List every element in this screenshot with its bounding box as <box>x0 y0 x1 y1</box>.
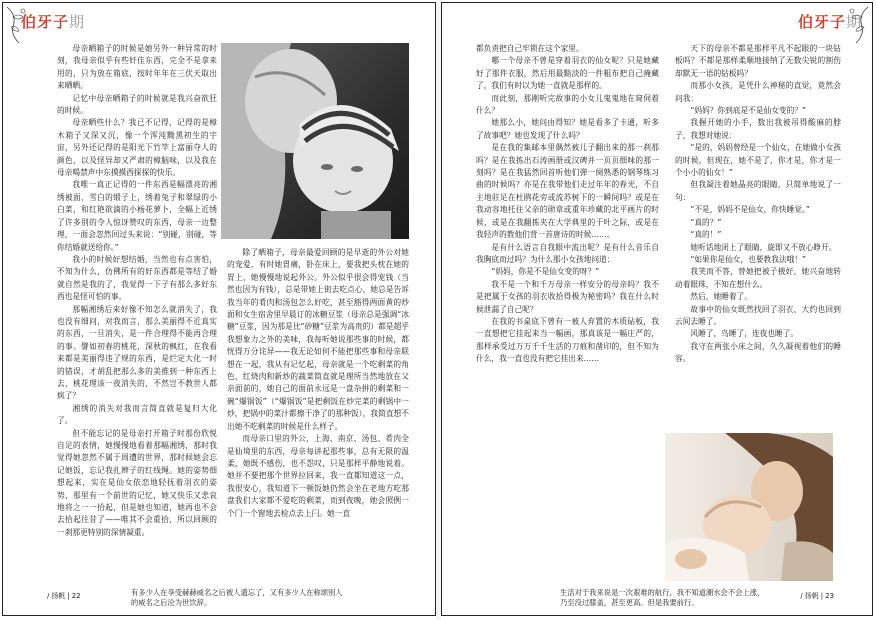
paragraph: 是在我的集邮本里偶然被儿子翻出来的那一刹那吗？是在我拣出石涛画册或汉碑并一页页细味的那一刻吗？是在我猛然回首听他们弹一阕熟悉的钢琴练习曲的时候吗？亦是在我带他们走过年年的春光，不自主地驻足在杜鹃花旁或流苏树下的一瞬间吗？或是在我动容地托住父亲的勋章或重年珍藏的北平画片的时候，或是在我翻拣夹在大学典里的干叶之际，或是在我轻声的教他们背一首唐诗的时候……。 <box>476 143 659 240</box>
brand-period: 期 <box>845 13 862 31</box>
paragraph: 记忆中母亲晒箱子的时候就是我兴奋欲狂的时候。 <box>57 93 217 116</box>
paragraph: 我守在两张小床之间，久久凝视着他们的睡容。 <box>675 341 841 364</box>
paragraph: 我笑而不答，替她把被子掖好，她兴奋地转动着眼珠，不知在想什么。 <box>675 267 841 289</box>
paragraph: 而母亲口里的外公，上海、南京、汤包、肴肉全是仙境里的东西，母亲每讲起那些事，总有无限的温柔，她既不感伤，也不怨叹，只是那样平静地说着。她并不要把那个世界拉回来，我一直都知道这一点，我很安心，我知道下一顿饭她仍然会坐在老地方吃那盘我们大家都不爱吃的剩菜，而到夜晚，她会照例一个门一个窗地去检点去上闩。她一直 <box>227 434 409 518</box>
paragraph: “真的？” <box>690 217 722 227</box>
page-footer: / 扬帆 | 22 <box>47 592 81 600</box>
photo-mother-kissing-baby <box>665 433 833 581</box>
brand-period: 期 <box>69 13 86 31</box>
paragraph: 她听话地闭上了眼睛，旋即又不放心睁开。 <box>690 242 837 252</box>
article-column-3 <box>476 43 659 455</box>
paragraph: 然后，她睡着了。 <box>690 292 752 302</box>
paragraph: “如果你是仙女，也要教我法哦！” <box>690 254 806 264</box>
paragraph: 故事中的仙女既然找回了羽衣，大约也回到云间去睡了。 <box>675 304 841 326</box>
page-footer: / 扬帆 | 23 <box>800 592 834 600</box>
left-page <box>2 2 436 616</box>
paragraph: 风睡了，鸟睡了，连夜也睡了。 <box>690 329 799 339</box>
paragraph: 但不能忘记的是母亲打开箱子时那份欣悦自足的表情，她慢慢地看着那幅湘绣，那时我觉得她忽然不属于周遭的世界，那时候她会忘记她饭，忘记我扎辫子的红线绳。她的姿势细想起来，实在是仙女依恋地轻抚着羽衣的姿势，那里有一个前世的记忆，她又快乐又悲哀地将之一一拾起，但是她也知道，她再也不会去拾起往昔了——唯其不会重拾，所以回顾的一刹那更特别的深情凝重。 <box>57 428 217 537</box>
footer-label: 扬帆 <box>51 592 66 600</box>
paragraph: “妈妈？你到底是不是仙女变的？” <box>690 106 806 116</box>
paragraph: 天下的母亲不都是那样平凡不起眼的一块钻板吗？不都是那样柔顺地接纳了无数尖锐的割伤却默无一语的钻板吗？ <box>675 44 841 78</box>
paragraph: 她那么小，她问由得知？她是看多了卡通，听多了故事吧？她也发现了什么吗？ <box>476 118 659 140</box>
paragraph: 我唯一真正记得的一件东西是幅漂亮的湘绣被面，雪白的缎子上，绣着兔子和翠绿的小白菜，和红艳欲滴的小杨花萝卜，全幅上近绣了许多别的令人惊讶赞叹的东西，母亲一边整理，一面会忽然回过头来说：“别碰，别碰，等你结婚就送给你。” <box>57 180 217 252</box>
paragraph: “不是，妈妈不是仙女，你快睡觉。” <box>690 205 810 215</box>
magazine-brand <box>21 11 85 32</box>
page-number: 23 <box>825 592 834 600</box>
right-page <box>441 2 873 616</box>
paragraph: 除了晒箱子，母亲最爱回顾的是早逝的外公对她的宠爱，有时她胃痛，卧在床上，要我把头枕在她的胃上，她慢慢地说起外公。外公似乎很会得宠钱（当然也因为有钱），总是带她上街去吃点心，她总是告诉我当年的肴肉和汤包怎么好吃，甚至豁得两面黄的炒面和女生宿舍里早晨订的冰糖豆浆（母亲总是强调“冰糖”豆浆，因为那是比“砂糖”豆浆为高贵的）都是超乎我想象力之外的美味，我每听她说那些事的时候，都恍得万分诧异——我无论如何不能把那些事和母亲联想在一起，我从有记忆起，母亲就是一个吃剩菜的角色，红烧肉和新炒的蔬菜简直就是理所当然地放在父亲面前的，她自己的面前永远是一盘杂拼的剩菜和一碗“爆锅饭”（“爆锅饭”是把剩饭在炒完菜的剩锅中一炒，把锅中的菜汁都擦干净了的那种饭），我简直想不出她不吃剩菜的时候是什么样子。 <box>227 248 409 431</box>
pull-quote: 生活对于我来说是一次艰难的航行，我不知道潮水会不会上涨，乃至没过膝盖，甚至更高。但是我要前行。 <box>560 588 765 607</box>
article-column-1 <box>57 43 217 575</box>
paragraph: 我握开她的小手，数出我被吊得酸麻的脖子，我想对她说： <box>675 118 841 140</box>
magazine-brand <box>798 11 862 32</box>
paragraph: 都负责把自己牢锁在这个家里。 <box>476 44 584 53</box>
footer-label: 扬帆 <box>804 592 819 600</box>
paragraph: “妈妈，你是不是仙女变的呀？” <box>491 267 600 277</box>
paragraph: 在我的书桌底下曾有一被人弃置的木质砧板，我一直想把它挂起来当一幅画，那真该是一幅庄严的，那样承受过万万千千生活的刀痕和凿印的，但不知为什么，我一直也没有把它挂出来…… <box>476 316 659 364</box>
paragraph: 我小的时候好想结婚，当然也有点害怕，不知为什么，仿佛所有的好东西都是等结了婚就自然是我的了，我觉得一下子有那么多好东西也是怪可怕的事。 <box>57 254 217 302</box>
paragraph: 湘绣的消失对我而言简直就是复归大化了。 <box>57 403 217 426</box>
paragraph: 母亲晒些什么？我已不记得，记得的是樟木箱子又深又沉，像一个浑沌黝黑初生的宇宙，另外还记得的是阳光下竹竿上富丽夺人的颜色，以及怪异却又严肃的樟脑味，以及我在母亲喝禁声中东摸摸西探探的快乐。 <box>57 118 217 178</box>
page-number: 22 <box>71 592 81 600</box>
paragraph: 我不是一个和千万母亲一样安分的母亲吗？我不是把属于女孩的羽衣收拾得极为秘密吗？我在什么时候泄漏了自己呢？ <box>476 279 659 314</box>
photo-mother-and-baby <box>221 43 409 239</box>
paragraph: 母亲晒箱子的时候是她另外一种异常的时刻，我母亲似乎有些奸佳东西，完全不是拿来用的，只为放在箱底，按时年年在三伏天取出来晒晒。 <box>57 44 217 91</box>
paragraph: 哪一个母亲不曾是穿着羽衣的仙女呢？只是她藏好了那件衣服，然后用最黯淡的一件粗布把自己掩藏了，我们有时以为她一直就是那样的。 <box>476 56 659 91</box>
paragraph: 那幅湘绣后来好像不知怎么就消失了，我也没有细问，对我而言，那么美丽得不近真实的东西，一旦消失，是一件合理得不能再合理的事。譬如初春的桃花，深秋的枫红，在我看来都是美丽得违了规的东西，是烂定大化一时的错误，才胡乱把那么多的美推到一种东西上去，桃花理该一夜消失的，不然岂不教世人都疯了？ <box>57 304 217 401</box>
brand-name: 伯牙子 <box>797 13 846 31</box>
paragraph: 但我凝注着她晶亮的眼睛，只简单地说了一句： <box>675 180 841 202</box>
article-column-4 <box>675 43 841 405</box>
paragraph: “真的！” <box>690 230 722 240</box>
paragraph: 是有什么语言自我眼中流出呢？是有什么音乐自我胸底而过吗？为什么那小女孩地问道： <box>476 242 659 264</box>
brand-name: 伯牙子 <box>21 13 70 31</box>
paragraph: 而那小女孩，是凭什么神秘的直觉，竟然会问我： <box>675 81 841 103</box>
article-column-2 <box>227 247 409 579</box>
paragraph: “是的，妈妈曾经是一个仙女，在她做小女孩的时候，但现在，她不是了，你才是，你才是一个小小的仙女！” <box>675 143 841 178</box>
pull-quote: 有多少人在享受赫赫威名之后被人遗忘了，又有多少人在称颂别人的威名之后沦为世饮辞。 <box>131 588 343 607</box>
paragraph: 而此刻，那刚听完故事的小女儿鬼鬼地在窥伺着什么？ <box>476 93 659 116</box>
